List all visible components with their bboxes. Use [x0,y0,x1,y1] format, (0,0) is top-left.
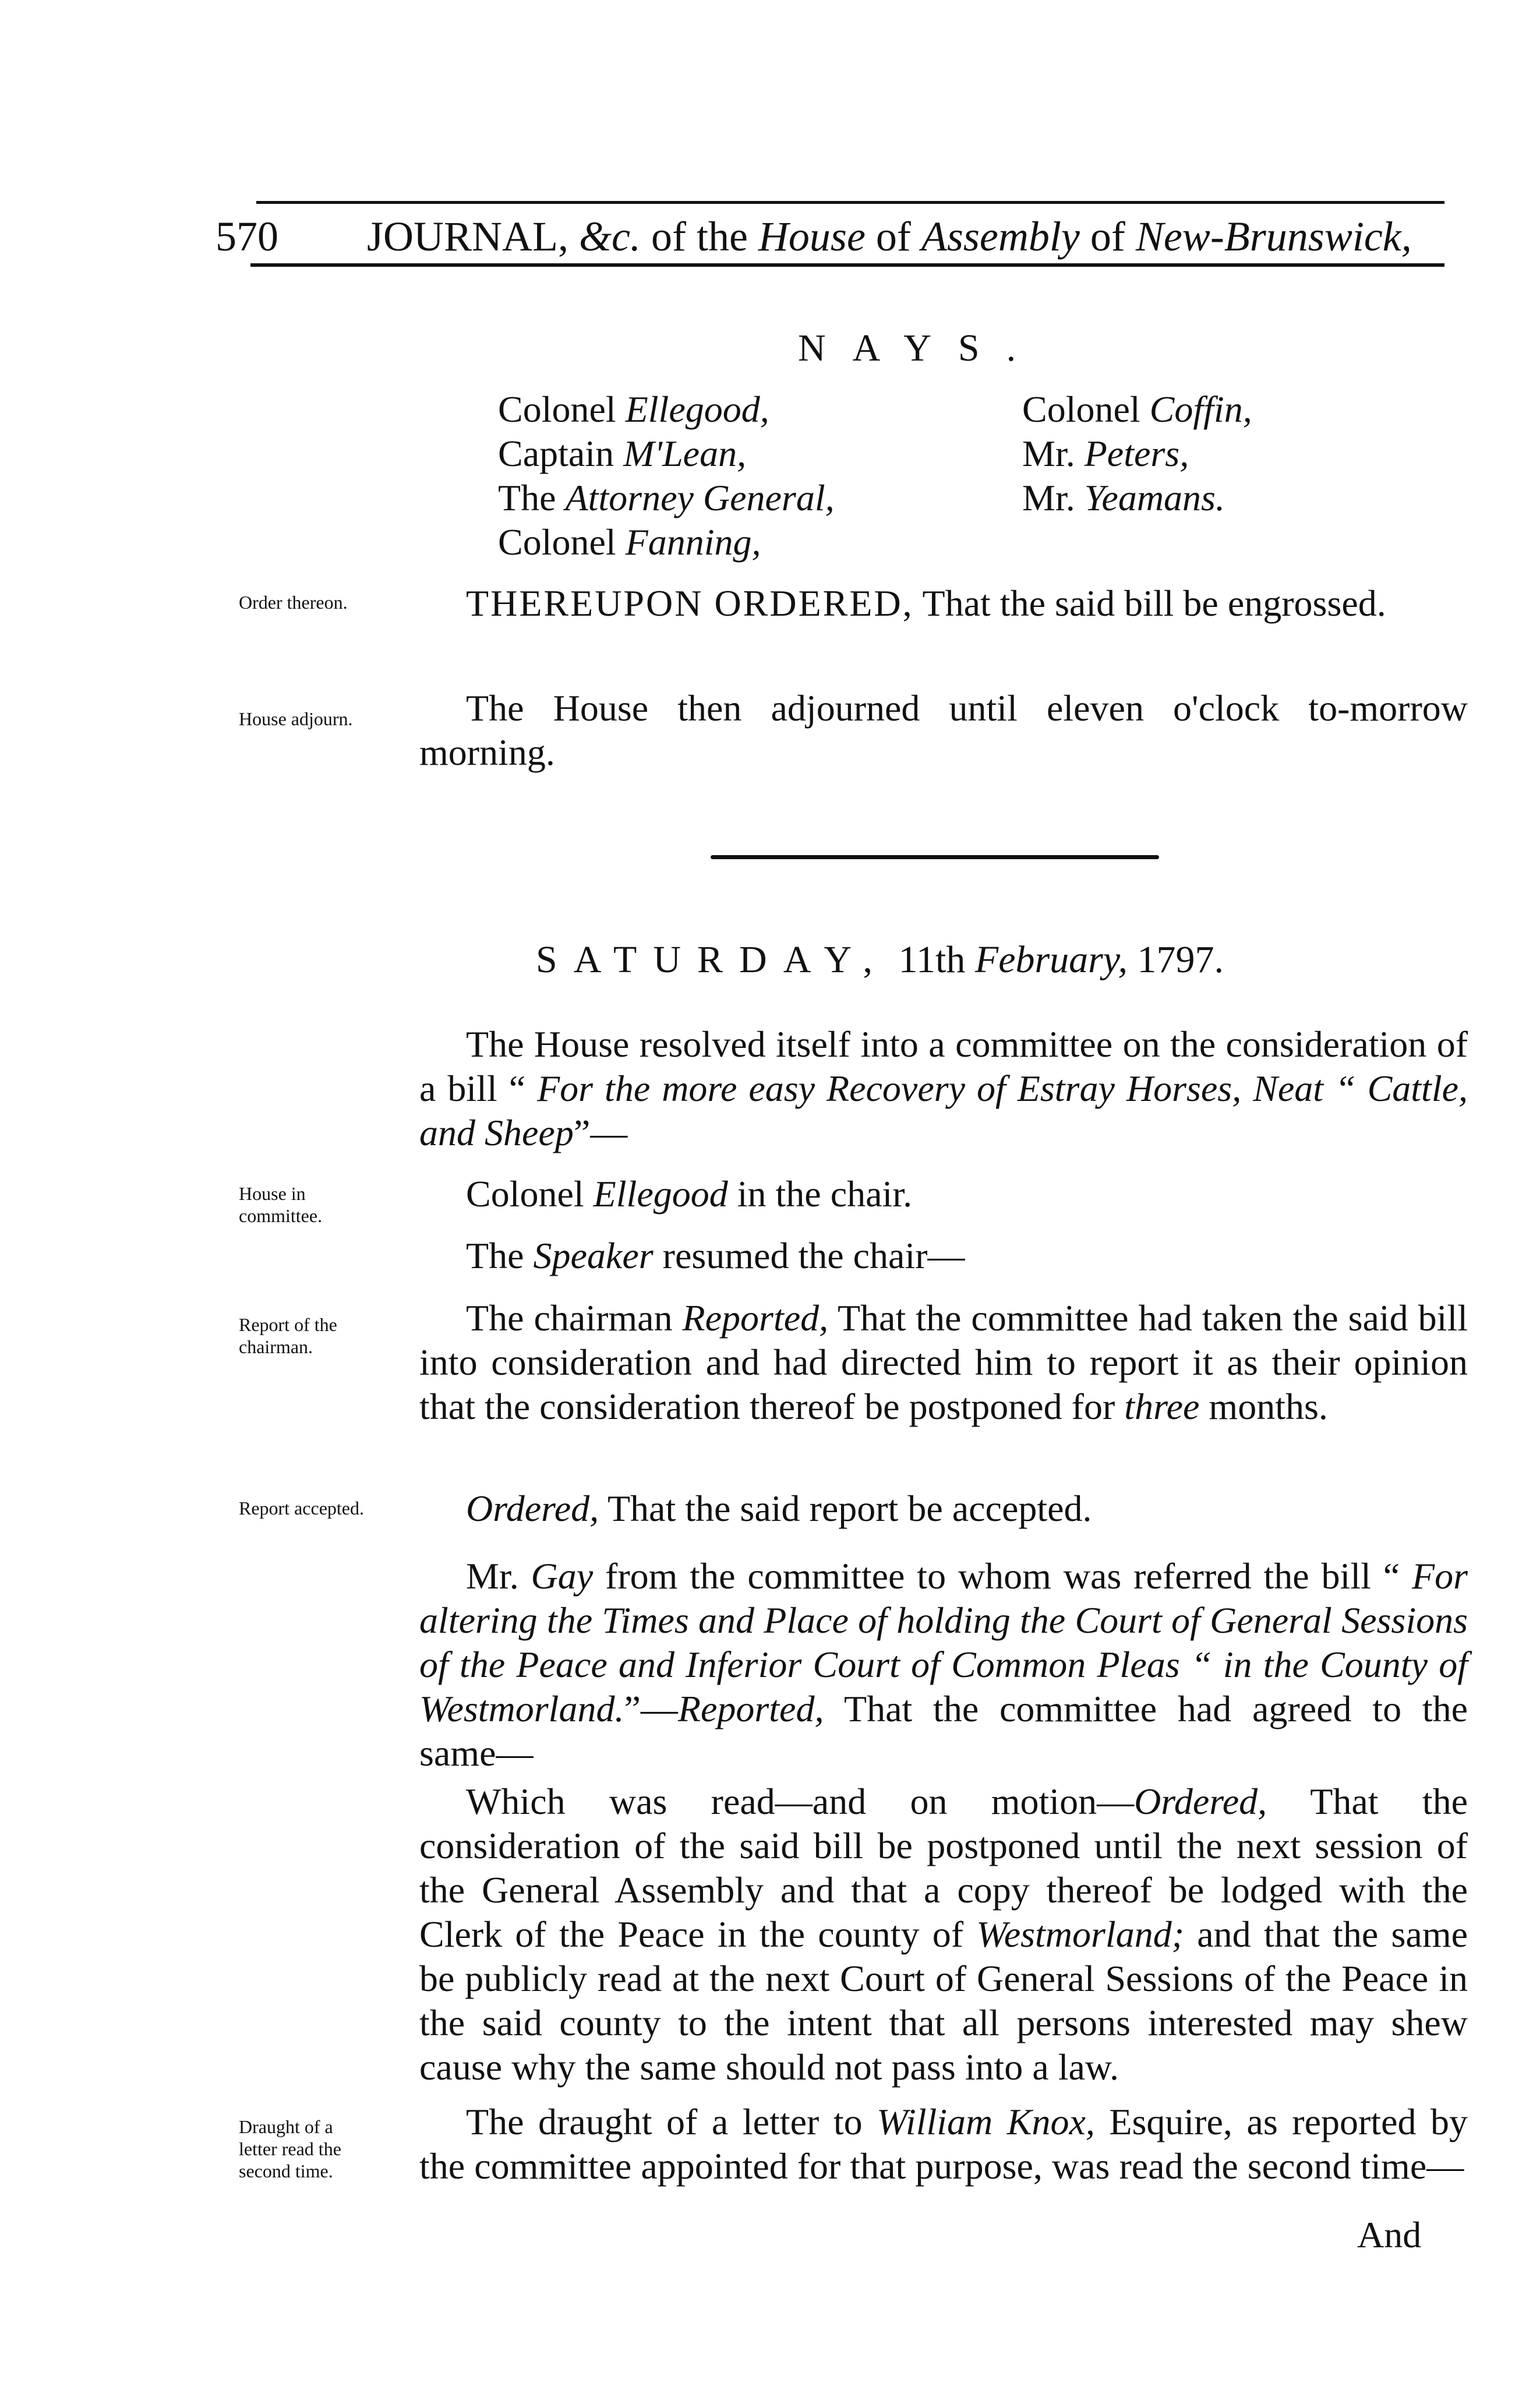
paragraph-draught: The draught of a letter to William Knox, Esquire, as reported by the committee appointed for that purpose, was read the second time— [419,2101,1468,2187]
paragraph-chair: Colonel Ellegood in the chair. [466,1173,913,1215]
margin-note-order-thereon: Order thereon. [239,592,348,613]
paragraph-report: The chairman Reported, That the committee had taken the said bill into consideration and had directed him to report it as their opinion that the consideration thereof be postponed for three months. [419,1297,1468,1427]
nays-right-column [1022,387,1252,520]
header-top-rule [256,201,1444,204]
paragraph-order-engrossed: THEREUPON ORDERED, That the said bill be engrossed. [466,583,1386,624]
catchword: And [1357,2214,1422,2255]
header-bottom-rule [250,263,1444,267]
nay-name: The Attorney General, [498,477,835,518]
nay-name: Colonel Ellegood, [498,389,769,430]
margin-note-report-accepted: Report accepted. [239,1498,364,1519]
margin-note-report-of-chairman: Report of the chairman. [239,1314,337,1357]
paragraph-report-accepted: Ordered, That the said report be accepted. [466,1488,1092,1529]
nay-name: Captain M'Lean, [498,433,747,474]
nay-name: Colonel Fanning, [498,521,761,563]
nay-name: Mr. Yeamans. [1022,477,1225,518]
margin-note-draught-letter: Draught of a letter read the second time. [239,2116,341,2181]
paragraph-gay-report: Mr. Gay from the committee to whom was referred the bill “ For altering the Times and Place of holding the Court of General Sessions of the Peace and Inferior Court of Common Pleas “ in the County of Westmorland.”—Reported, That the committee had agreed to the same— [419,1555,1468,1774]
running-header [216,213,1444,260]
section-divider [711,855,1159,859]
paragraph-motion: Which was read—and on motion—Ordered, That the consideration of the said bill be postponed until the next session of the General Assembly and that a copy thereof be lodged with the Clerk of the Peace in the county of Westmorland; and that the same be publicly read at the next Court of General Sessions of the Peace in the said county to the intent that all persons interested may shew cause why the same should not pass into a law. [419,1781,1468,2088]
paragraph-adjourn: The House then adjourned until eleven o'clock to-morrow morning. [419,687,1468,773]
paragraph-speaker: The Speaker resumed the chair— [466,1235,965,1276]
nay-name: Mr. Peters, [1022,433,1189,474]
nays-heading: NAYS. [798,327,1043,369]
page-number: 570 [216,213,278,260]
date-line: SATURDAY, 11th February, 1797. [536,938,1224,981]
nay-name: Colonel Coffin, [1022,389,1252,430]
nays-left-column [498,387,835,564]
margin-note-house-adjourn: House adjourn. [239,708,353,729]
paragraph-committee: The House resolved itself into a committee on the consideration of a bill “ For the more easy Recovery of Estray Horses, Neat “ Cattle, and Sheep”— [419,1023,1468,1153]
header-title: JOURNAL, &c. of the House of Assembly of New-Brunswick, [367,213,1412,260]
margin-note-house-in-committee: House in committee. [239,1183,323,1226]
